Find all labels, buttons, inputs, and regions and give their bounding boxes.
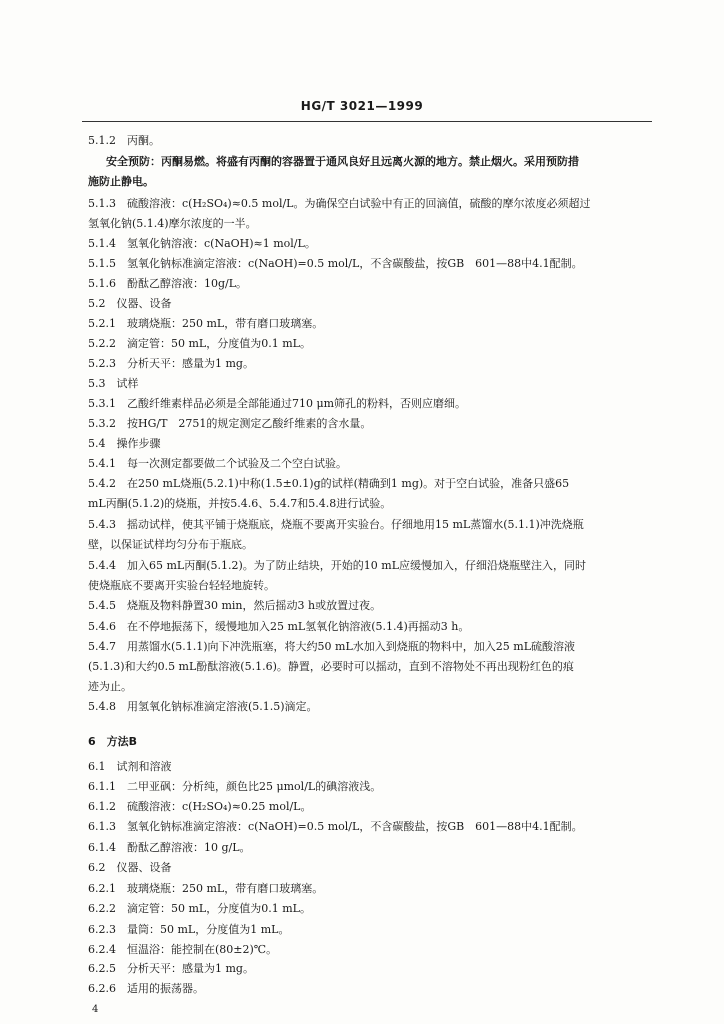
clause-5-4-7-cont: (5.1.3)和大约0.5 mL酚酞溶液(5.1.6)。静置，必要时可以摇动，直到不溶物处不再出现粉红色的痕 bbox=[88, 660, 574, 673]
clause-5-4-5: 5.4.5 烧瓶及物料静置30 min，然后摇动3 h或放置过夜。 bbox=[88, 599, 382, 612]
clause-5-2-2: 5.2.2 滴定管：50 mL，分度值为0.1 mL。 bbox=[88, 337, 311, 350]
clause-5-2-1: 5.2.1 玻璃烧瓶：250 mL，带有磨口玻璃塞。 bbox=[88, 317, 324, 330]
clause-6-2-6: 6.2.6 适用的振荡器。 bbox=[88, 982, 204, 995]
safety-warning-line-2: 施防止静电。 bbox=[88, 175, 154, 188]
clause-5-4-1: 5.4.1 每一次测定都要做二个试验及二个空白试验。 bbox=[88, 457, 347, 470]
section-6-2: 6.2 仪器、设备 bbox=[88, 861, 172, 874]
clause-6-2-3: 6.2.3 量筒：50 mL，分度值为1 mL。 bbox=[88, 923, 290, 936]
clause-5-4-2-cont: mL丙酮(5.1.2)的烧瓶，并按5.4.6、5.4.7和5.4.8进行试验。 bbox=[88, 497, 392, 510]
page-number: 4 bbox=[92, 1004, 99, 1015]
clause-5-1-5: 5.1.5 氢氧化钠标准滴定溶液：c(NaOH)=0.5 mol/L，不含碳酸盐，按GB 601—88中4.1配制。 bbox=[88, 257, 583, 270]
header-rule bbox=[82, 121, 652, 122]
clause-5-4-4: 5.4.4 加入65 mL丙酮(5.1.2)。为了防止结块，开始的10 mL应缓慢加入，仔细沿烧瓶壁注入，同时 bbox=[88, 559, 587, 572]
clause-5-1-3-cont: 氢氧化钠(5.1.4)摩尔浓度的一半。 bbox=[88, 217, 257, 230]
section-5-3: 5.3 试样 bbox=[88, 377, 139, 390]
clause-6-1-3: 6.1.3 氢氧化钠标准滴定溶液：c(NaOH)=0.5 mol/L，不含碳酸盐，按GB 601—88中4.1配制。 bbox=[88, 820, 583, 833]
clause-5-1-2: 5.1.2 丙酮。 bbox=[88, 134, 160, 147]
clause-5-3-1: 5.3.1 乙酸纤维素样品必须是全部能通过710 μm筛孔的粉料，否则应磨细。 bbox=[88, 397, 467, 410]
section-5-4: 5.4 操作步骤 bbox=[88, 437, 161, 450]
clause-6-1-1: 6.1.1 二甲亚砜：分析纯，颜色比25 μmol/L的碘溶液浅。 bbox=[88, 780, 382, 793]
clause-6-1-2: 6.1.2 硫酸溶液：c(H₂SO₄)≈0.25 mol/L。 bbox=[88, 800, 312, 813]
clause-6-2-4: 6.2.4 恒温浴：能控制在(80±2)℃。 bbox=[88, 943, 278, 956]
clause-5-4-3: 5.4.3 摇动试样，使其平铺于烧瓶底，烧瓶不要离开实验台。仔细地用15 mL蒸馏水(5.1.1)冲洗烧瓶 bbox=[88, 518, 584, 531]
clause-6-2-2: 6.2.2 滴定管：50 mL，分度值为0.1 mL。 bbox=[88, 902, 311, 915]
clause-5-1-3: 5.1.3 硫酸溶液：c(H₂SO₄)≈0.5 mol/L。为确保空白试验中有正的回滴值，硫酸的摩尔浓度必须超过 bbox=[88, 197, 591, 210]
page-header: HG/T 3021—1999 bbox=[300, 99, 424, 113]
clause-5-4-7-cont2: 迹为止。 bbox=[88, 680, 132, 693]
clause-5-4-7: 5.4.7 用蒸馏水(5.1.1)向下冲洗瓶塞，将大约50 mL水加入到烧瓶的物料中，加入25 mL硫酸溶液 bbox=[88, 640, 576, 653]
clause-6-2-5: 6.2.5 分析天平：感量为1 mg。 bbox=[88, 962, 254, 975]
section-5-2: 5.2 仪器、设备 bbox=[88, 297, 172, 310]
section-6-title: 6 方法B bbox=[88, 735, 138, 748]
clause-6-2-1: 6.2.1 玻璃烧瓶：250 mL，带有磨口玻璃塞。 bbox=[88, 882, 324, 895]
clause-5-4-2: 5.4.2 在250 mL烧瓶(5.2.1)中称(1.5±0.1)g的试样(精确到1 mg)。对于空白试验，准备只盛65 bbox=[88, 477, 570, 490]
clause-5-4-4-cont: 使烧瓶底不要离开实验台轻轻地旋转。 bbox=[88, 579, 275, 592]
clause-5-3-2: 5.3.2 按HG/T 2751的规定测定乙酸纤维素的含水量。 bbox=[88, 417, 372, 430]
safety-warning-line-1: 安全预防：丙酮易燃。将盛有丙酮的容器置于通风良好且远离火源的地方。禁止烟火。采用预防措 bbox=[106, 155, 579, 168]
clause-5-1-4: 5.1.4 氢氧化钠溶液：c(NaOH)≈1 mol/L。 bbox=[88, 237, 316, 250]
clause-5-4-3-cont: 壁，以保证试样均匀分布于瓶底。 bbox=[88, 538, 253, 551]
clause-5-2-3: 5.2.3 分析天平：感量为1 mg。 bbox=[88, 357, 254, 370]
clause-5-4-8: 5.4.8 用氢氧化钠标准滴定溶液(5.1.5)滴定。 bbox=[88, 700, 318, 713]
clause-5-4-6: 5.4.6 在不停地振荡下，缓慢地加入25 mL氢氧化钠溶液(5.1.4)再摇动3 h。 bbox=[88, 620, 470, 633]
clause-5-1-6: 5.1.6 酚酞乙醇溶液：10g/L。 bbox=[88, 277, 248, 290]
section-6-1: 6.1 试剂和溶液 bbox=[88, 760, 172, 773]
clause-6-1-4: 6.1.4 酚酞乙醇溶液：10 g/L。 bbox=[88, 841, 251, 854]
